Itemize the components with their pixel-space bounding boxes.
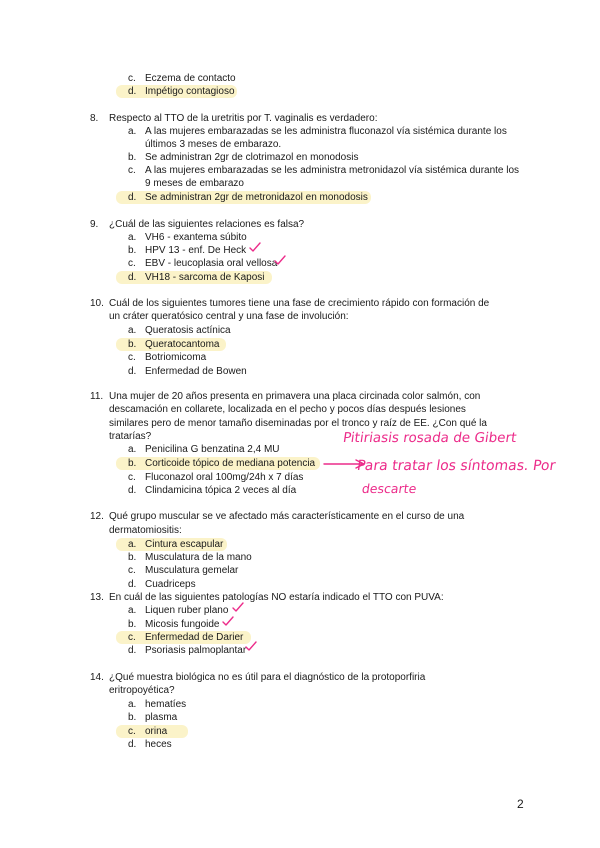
- checkmark-icon: [245, 641, 257, 651]
- handwritten-reason: Para tratar los síntomas. Por: [355, 458, 557, 474]
- page-number: 2: [517, 797, 524, 811]
- handwritten-reason-continued: descarte: [360, 481, 418, 496]
- checkmark-icon: [232, 602, 244, 612]
- exam-page: c. Eczema de contacto d. Impétigo contagioso 8. Respecto al TTO de la uretritis por T. vaginalis es verdadero: a. A las mujeres embarazadas se les administra fluconazol vía sistémica durante los últimos 3 meses de embarazo. b. Se administran 2gr de clotrimazol en monodosis c. A las mujeres embarazadas se les administra metronidazol vía sistémica durante los 9 meses de embarazo d. Se administran 2gr de metronidazol en monodosis 9. ¿Cuál de las siguientes relaciones es falsa? a. VH6 - exantema súbito b. HPV 13 - enf. De Heck c. EBV - leucoplasia oral vellosa d. VH18 - sarcoma de Kaposi 10. Cuál de los siguientes tumores tiene una fase de crecimiento rápido con formación de un cráter queratósico central y una fase de involución: a. Queratosis actínica b. Queratocantoma c. Botriomicoma d. Enfermedad de Bowen 11. Una mujer de 20 años presenta en primavera una placa circinada color salmón, con descamación en collarete, localizada en el pecho y pocos días después lesiones similares pero de menor tamaño diseminadas por el tronco y raíz de EE. ¿Con qué la tratarías? Pitiriasis rosada de Gibert a. Penicilina G benzatina 2,4 MU b. Corticoide tópico de mediana potencia Para tratar los síntomas. Por c. Fluconazol oral 100mg/24h x 7 días d. Clindamicina tópica 2 veces al día descarte 12. Qué grupo muscular se ve afectado más característicamente en el curso de una dermatomiositis: a. Cintura escapular b. Musculatura de la mano c. Musculatura gemelar d. Cuadriceps 13. En cuál de las siguientes patologías NO estaría indicado el TTO con PUVA: a. Liquen ruber plano b. Micosis fungoide c. Enfermedad de Darier d. Psoriasis palmoplantar 14. ¿Qué muestra biológica no es útil para el diagnóstico de la protoporfiria eritropoyética? a. hematíes b. plasma c. orina d. heces 2: [90, 73, 557, 811]
- checkmark-icon: [274, 255, 286, 265]
- checkmark-icon: [222, 616, 234, 626]
- checkmark-icon: [249, 242, 261, 252]
- handwritten-diagnosis: Pitiriasis rosada de Gibert: [341, 430, 518, 446]
